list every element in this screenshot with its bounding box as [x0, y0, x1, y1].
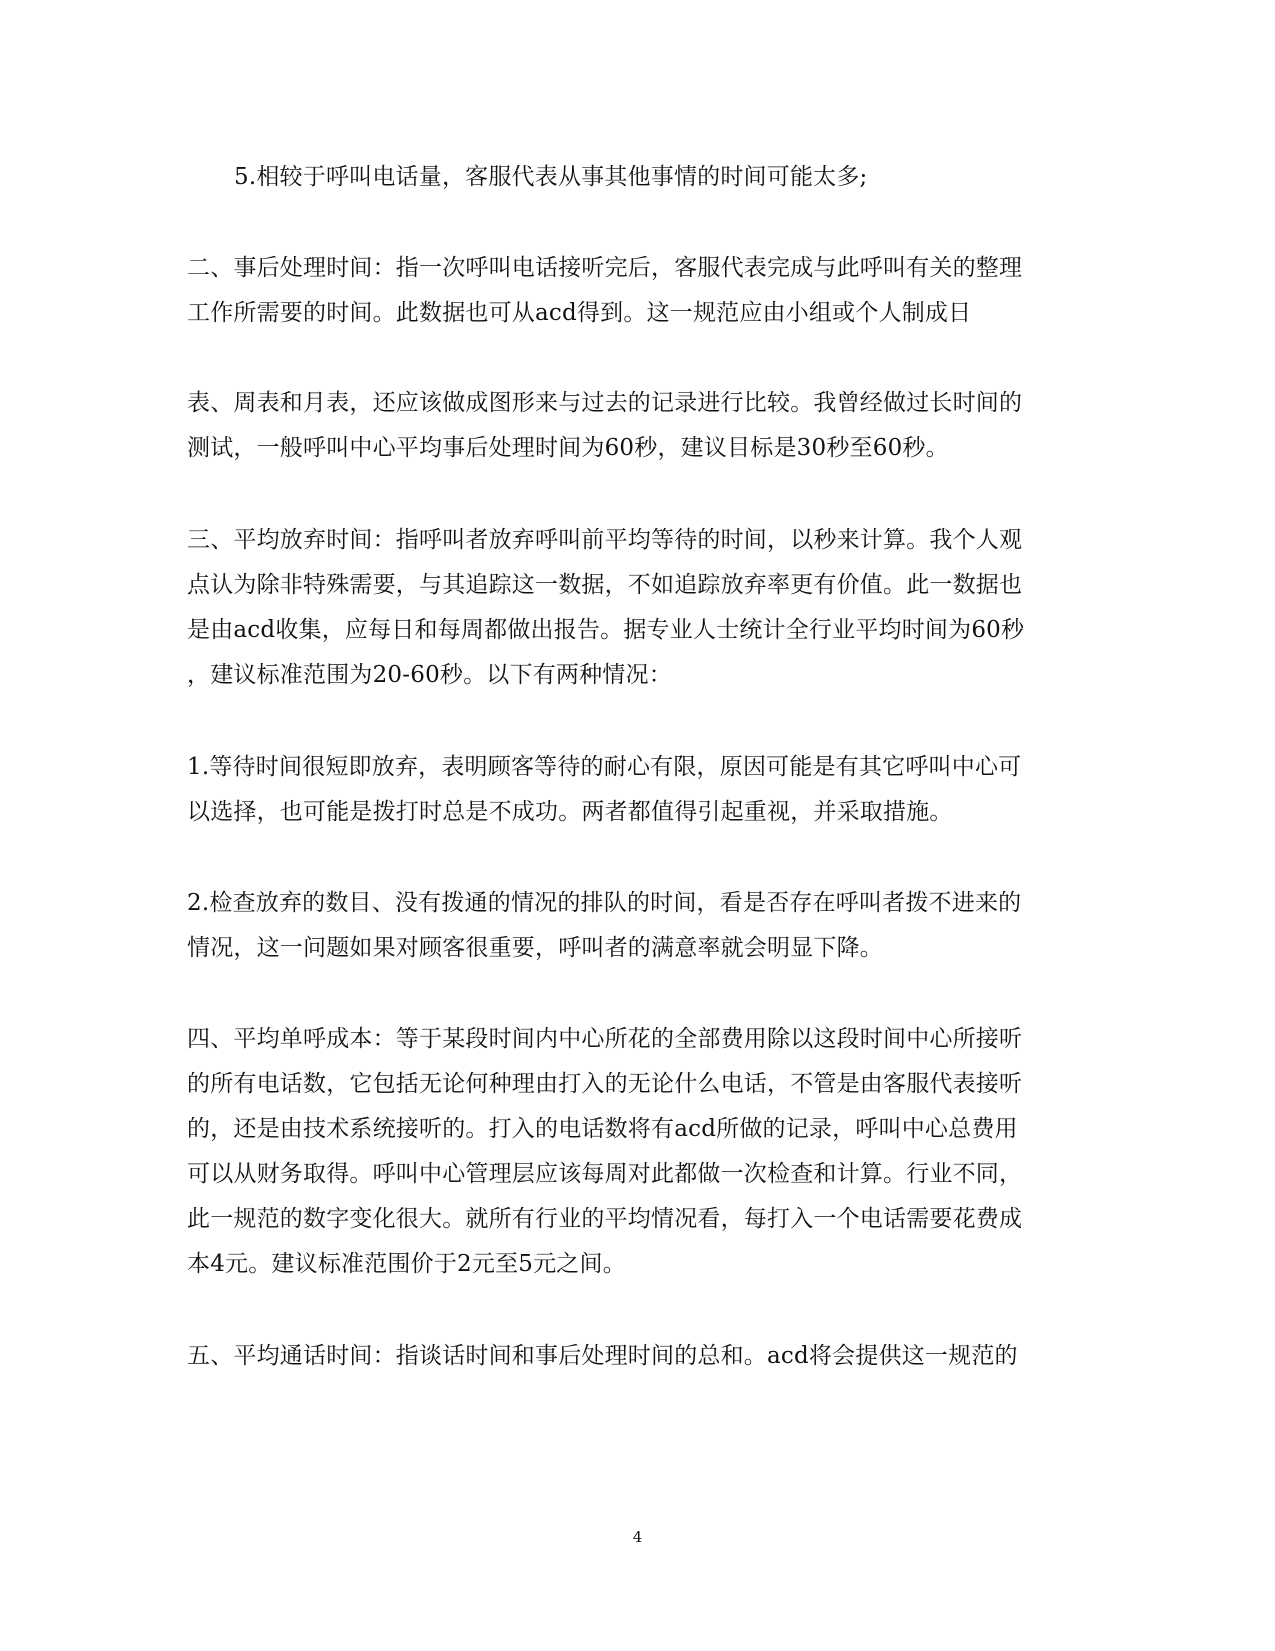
text-line: 是由acd收集，应每日和每周都做出报告。据专业人士统计全行业平均时间为60秒: [187, 617, 1025, 643]
text-line: 可以从财务取得。呼叫中心管理层应该每周对此都做一次检查和计算。行业不同，: [187, 1161, 1023, 1187]
text-line: 以选择，也可能是拨打时总是不成功。两者都值得引起重视，并采取措施。: [187, 799, 953, 825]
page-number: 4: [632, 1528, 643, 1546]
text-line: 的所有电话数，它包括无论何种理由打入的无论什么电话，不管是由客服代表接听: [187, 1071, 1023, 1097]
text-line: 二、事后处理时间：指一次呼叫电话接听完后，客服代表完成与此呼叫有关的整理: [187, 255, 1023, 281]
text-line: 四、平均单呼成本：等于某段时间内中心所花的全部费用除以这段时间中心所接听: [187, 1026, 1023, 1052]
text-line: 表、周表和月表，还应该做成图形来与过去的记录进行比较。我曾经做过长时间的: [187, 390, 1023, 416]
text-line: 情况，这一问题如果对顾客很重要，呼叫者的满意率就会明显下降。: [187, 935, 883, 961]
text-line: 本4元。建议标准范围价于2元至5元之间。: [187, 1251, 626, 1277]
text-line: 此一规范的数字变化很大。就所有行业的平均情况看，每打入一个电话需要花费成: [187, 1206, 1023, 1232]
text-line: 2.检查放弃的数目、没有拨通的情况的排队的时间，看是否存在呼叫者拨不进来的: [187, 890, 1022, 916]
text-line: 三、平均放弃时间：指呼叫者放弃呼叫前平均等待的时间，以秒来计算。我个人观: [187, 527, 1023, 553]
text-line: ，建议标准范围为20-60秒。以下有两种情况：: [187, 662, 672, 688]
text-line: 的，还是由技术系统接听的。打入的电话数将有acd所做的记录，呼叫中心总费用: [187, 1116, 1018, 1142]
text-line: 测试，一般呼叫中心平均事后处理时间为60秒，建议目标是30秒至60秒。: [187, 435, 949, 461]
text-line: 五、平均通话时间：指谈话时间和事后处理时间的总和。acd将会提供这一规范的: [187, 1343, 1018, 1369]
text-line: 5.相较于呼叫电话量，客服代表从事其他事情的时间可能太多;: [234, 164, 868, 190]
text-line: 点认为除非特殊需要，与其追踪这一数据，不如追踪放弃率更有价值。此一数据也: [187, 572, 1023, 598]
text-line: 工作所需要的时间。此数据也可从acd得到。这一规范应由小组或个人制成日: [187, 300, 972, 326]
text-line: 1.等待时间很短即放弃，表明顾客等待的耐心有限，原因可能是有其它呼叫中心可: [187, 754, 1022, 780]
